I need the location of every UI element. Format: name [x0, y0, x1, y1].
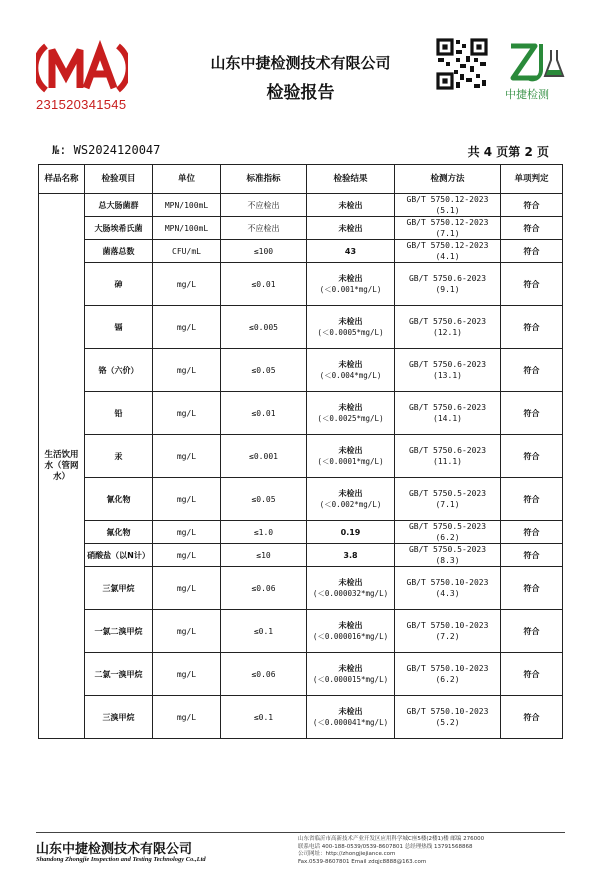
- unit-cell: mg/L: [153, 306, 221, 349]
- method-standard: GB/T 5750.10-2023: [406, 664, 489, 673]
- test-item-cell: 砷: [85, 263, 153, 306]
- verdict-cell: 符合: [501, 696, 563, 739]
- method-cell: [395, 544, 501, 567]
- test-item-cell: 三溴甲烷: [85, 696, 153, 739]
- unit-cell: mg/L: [153, 435, 221, 478]
- limit-cell: ≤0.01: [221, 392, 307, 435]
- method-cell: [395, 240, 501, 263]
- zhongjie-logo-name: 中捷检测: [505, 88, 549, 101]
- method-cell: [395, 263, 501, 306]
- unit-cell: CFU/mL: [153, 240, 221, 263]
- limit-cell: 不应检出: [221, 194, 307, 217]
- limit-cell: ≤1.0: [221, 521, 307, 544]
- result-cell: [307, 349, 395, 392]
- unit-cell: mg/L: [153, 263, 221, 306]
- verdict-cell: 符合: [501, 544, 563, 567]
- limit-cell: ≤0.06: [221, 567, 307, 610]
- limit-cell: ≤0.05: [221, 478, 307, 521]
- limit-cell: ≤0.06: [221, 653, 307, 696]
- method-cell: [395, 194, 501, 217]
- test-item-cell: 菌落总数: [85, 240, 153, 263]
- detection-limit: (＜0.002*mg/L): [319, 500, 382, 509]
- result-cell: [307, 567, 395, 610]
- limit-cell: ≤10: [221, 544, 307, 567]
- result-value: 43: [344, 246, 357, 256]
- cma-number: 231520341545: [36, 97, 127, 112]
- unit-cell: mg/L: [153, 392, 221, 435]
- method-standard: GB/T 5750.12-2023: [406, 241, 489, 250]
- result-value: 未检出: [338, 223, 363, 233]
- table-row: [39, 306, 563, 349]
- method-clause: (14.1): [433, 414, 462, 423]
- test-item-cell: 氰化物: [85, 478, 153, 521]
- test-item-cell: 总大肠菌群: [85, 194, 153, 217]
- sample-name-cell: 生活饮用水（管网水）: [39, 194, 85, 739]
- verdict-cell: 符合: [501, 392, 563, 435]
- test-item-cell: 二氯一溴甲烷: [85, 653, 153, 696]
- footer-company-en: Shandong Zhongjie Inspection and Testing Technology Co.,Ltd: [36, 856, 206, 863]
- method-standard: GB/T 5750.10-2023: [406, 707, 489, 716]
- method-cell: [395, 478, 501, 521]
- unit-cell: mg/L: [153, 567, 221, 610]
- detection-limit: (＜0.0025*mg/L): [317, 414, 384, 423]
- verdict-cell: 符合: [501, 240, 563, 263]
- result-cell: [307, 194, 395, 217]
- result-value: 未检出: [338, 707, 363, 716]
- test-item-cell: 镉: [85, 306, 153, 349]
- verdict-cell: 符合: [501, 567, 563, 610]
- footer-website: 公司网址：http://zhongjiejiance.com: [298, 851, 396, 857]
- header-test-method: 检测方法: [395, 165, 501, 194]
- table-row: [39, 544, 563, 567]
- verdict-cell: 符合: [501, 306, 563, 349]
- test-item-cell: 大肠埃希氏菌: [85, 217, 153, 240]
- verdict-cell: 符合: [501, 217, 563, 240]
- method-standard: GB/T 5750.5-2023: [408, 522, 487, 531]
- test-item-cell: 汞: [85, 435, 153, 478]
- result-cell: [307, 392, 395, 435]
- result-cell: [307, 240, 395, 263]
- method-clause: (7.1): [435, 500, 460, 509]
- limit-cell: ≤0.05: [221, 349, 307, 392]
- result-value: 未检出: [338, 360, 363, 369]
- result-value: 未检出: [338, 317, 363, 326]
- verdict-cell: 符合: [501, 478, 563, 521]
- method-cell: [395, 306, 501, 349]
- table-row: [39, 240, 563, 263]
- footer-phone: 联系电话 400-188-0539/0539-8607801 总经理热线 13791568868: [298, 843, 473, 850]
- method-cell: [395, 435, 501, 478]
- verdict-cell: 符合: [501, 349, 563, 392]
- detection-limit: (＜0.004*mg/L): [319, 371, 382, 380]
- test-item-cell: 硝酸盐（以N计）: [85, 544, 153, 567]
- table-row: [39, 194, 563, 217]
- table-row: [39, 567, 563, 610]
- result-value: 3.8: [343, 550, 358, 560]
- verdict-cell: 符合: [501, 521, 563, 544]
- method-standard: GB/T 5750.6-2023: [408, 403, 487, 412]
- limit-cell: ≤0.001: [221, 435, 307, 478]
- qr-code-icon: [436, 38, 488, 90]
- test-item-cell: 一氯二溴甲烷: [85, 610, 153, 653]
- unit-cell: mg/L: [153, 544, 221, 567]
- footer-fax-email: Fax.0539-8607801 Email zdqjc8888@163.com: [298, 858, 427, 865]
- unit-cell: mg/L: [153, 696, 221, 739]
- test-item-cell: 铅: [85, 392, 153, 435]
- detection-limit: (＜0.0001*mg/L): [317, 457, 384, 466]
- unit-cell: mg/L: [153, 478, 221, 521]
- result-value: 未检出: [338, 274, 363, 283]
- method-cell: [395, 610, 501, 653]
- method-clause: (4.1): [435, 252, 460, 261]
- method-clause: (5.1): [435, 206, 460, 215]
- method-cell: [395, 217, 501, 240]
- method-clause: (4.3): [435, 589, 460, 598]
- detection-limit: (＜0.000041*mg/L): [312, 718, 389, 727]
- unit-cell: mg/L: [153, 521, 221, 544]
- detection-limit: (＜0.000032*mg/L): [312, 589, 389, 598]
- verdict-cell: 符合: [501, 263, 563, 306]
- result-cell: [307, 653, 395, 696]
- method-standard: GB/T 5750.6-2023: [408, 317, 487, 326]
- table-row: [39, 349, 563, 392]
- limit-cell: ≤0.1: [221, 696, 307, 739]
- table-body: [39, 194, 563, 739]
- table-row: [39, 696, 563, 739]
- result-cell: [307, 306, 395, 349]
- header-standard-limit: 标准指标: [221, 165, 307, 194]
- test-item-cell: 氟化物: [85, 521, 153, 544]
- header-sample-name: 样品名称: [39, 165, 85, 194]
- method-standard: GB/T 5750.12-2023: [406, 195, 489, 204]
- method-clause: (11.1): [433, 457, 462, 466]
- limit-cell: ≤100: [221, 240, 307, 263]
- table-row: [39, 478, 563, 521]
- footer-address: 山东省临沂市高新技术产业开发区应用科学城C座5楼(2楼1)楼 邮编 276000: [298, 836, 485, 842]
- footer-company: 山东中捷检测技术有限公司: [36, 842, 193, 857]
- unit-cell: mg/L: [153, 349, 221, 392]
- table-row: [39, 521, 563, 544]
- result-cell: [307, 610, 395, 653]
- table-row: [39, 435, 563, 478]
- limit-cell: ≤0.1: [221, 610, 307, 653]
- unit-cell: MPN/100mL: [153, 217, 221, 240]
- result-value: 未检出: [338, 621, 363, 630]
- method-clause: (9.1): [435, 285, 460, 294]
- method-clause: (13.1): [433, 371, 462, 380]
- result-value: 未检出: [338, 664, 363, 673]
- unit-cell: mg/L: [153, 653, 221, 696]
- test-item-cell: 三氯甲烷: [85, 567, 153, 610]
- method-cell: [395, 653, 501, 696]
- company-title: 山东中捷检测技术有限公司: [210, 54, 391, 72]
- header-unit: 单位: [153, 165, 221, 194]
- method-clause: (7.1): [435, 229, 460, 238]
- method-clause: (8.3): [435, 556, 460, 565]
- method-cell: [395, 392, 501, 435]
- method-clause: (6.2): [435, 675, 460, 684]
- unit-cell: mg/L: [153, 610, 221, 653]
- header-verdict: 单项判定: [501, 165, 563, 194]
- table-header-row: [39, 165, 563, 194]
- verdict-cell: 符合: [501, 653, 563, 696]
- header-test-item: 检验项目: [85, 165, 153, 194]
- verdict-cell: 符合: [501, 194, 563, 217]
- table-row: [39, 263, 563, 306]
- method-standard: GB/T 5750.12-2023: [406, 218, 489, 227]
- table-row: [39, 653, 563, 696]
- result-value: 未检出: [338, 403, 363, 412]
- verdict-cell: 符合: [501, 610, 563, 653]
- table-row: [39, 392, 563, 435]
- method-standard: GB/T 5750.6-2023: [408, 274, 487, 283]
- method-cell: [395, 567, 501, 610]
- result-value: 0.19: [340, 527, 361, 537]
- result-cell: [307, 263, 395, 306]
- method-standard: GB/T 5750.5-2023: [408, 489, 487, 498]
- result-value: 未检出: [338, 489, 363, 498]
- footer-divider: [36, 832, 565, 833]
- result-cell: [307, 521, 395, 544]
- result-cell: [307, 478, 395, 521]
- limit-cell: 不应检出: [221, 217, 307, 240]
- method-standard: GB/T 5750.6-2023: [408, 360, 487, 369]
- method-standard: GB/T 5750.6-2023: [408, 446, 487, 455]
- method-clause: (7.2): [435, 632, 460, 641]
- result-value: 未检出: [338, 446, 363, 455]
- header-test-result: 检验结果: [307, 165, 395, 194]
- unit-cell: MPN/100mL: [153, 194, 221, 217]
- method-clause: (5.2): [435, 718, 460, 727]
- zhongjie-logo: [505, 40, 565, 84]
- method-standard: GB/T 5750.5-2023: [408, 545, 487, 554]
- method-standard: GB/T 5750.10-2023: [406, 621, 489, 630]
- footer-contact: [298, 836, 568, 866]
- method-cell: [395, 521, 501, 544]
- detection-limit: (＜0.0005*mg/L): [317, 328, 384, 337]
- result-cell: [307, 696, 395, 739]
- report-title: 检验报告: [266, 83, 335, 103]
- method-standard: GB/T 5750.10-2023: [406, 578, 489, 587]
- method-clause: (6.2): [435, 533, 460, 542]
- verdict-cell: 符合: [501, 435, 563, 478]
- page-indicator: 共 4 页第 2 页: [467, 145, 549, 159]
- detection-limit: (＜0.000016*mg/L): [312, 632, 389, 641]
- result-cell: [307, 217, 395, 240]
- result-cell: [307, 544, 395, 567]
- method-cell: [395, 696, 501, 739]
- table-row: [39, 610, 563, 653]
- results-table: [38, 164, 563, 739]
- limit-cell: ≤0.005: [221, 306, 307, 349]
- detection-limit: (＜0.000015*mg/L): [312, 675, 389, 684]
- detection-limit: (＜0.001*mg/L): [319, 285, 382, 294]
- limit-cell: ≤0.01: [221, 263, 307, 306]
- report-number: №: WS2024120047: [52, 143, 161, 157]
- result-cell: [307, 435, 395, 478]
- method-cell: [395, 349, 501, 392]
- result-value: 未检出: [338, 200, 363, 210]
- result-value: 未检出: [338, 578, 363, 587]
- test-item-cell: 铬（六价）: [85, 349, 153, 392]
- method-clause: (12.1): [433, 328, 462, 337]
- table-row: [39, 217, 563, 240]
